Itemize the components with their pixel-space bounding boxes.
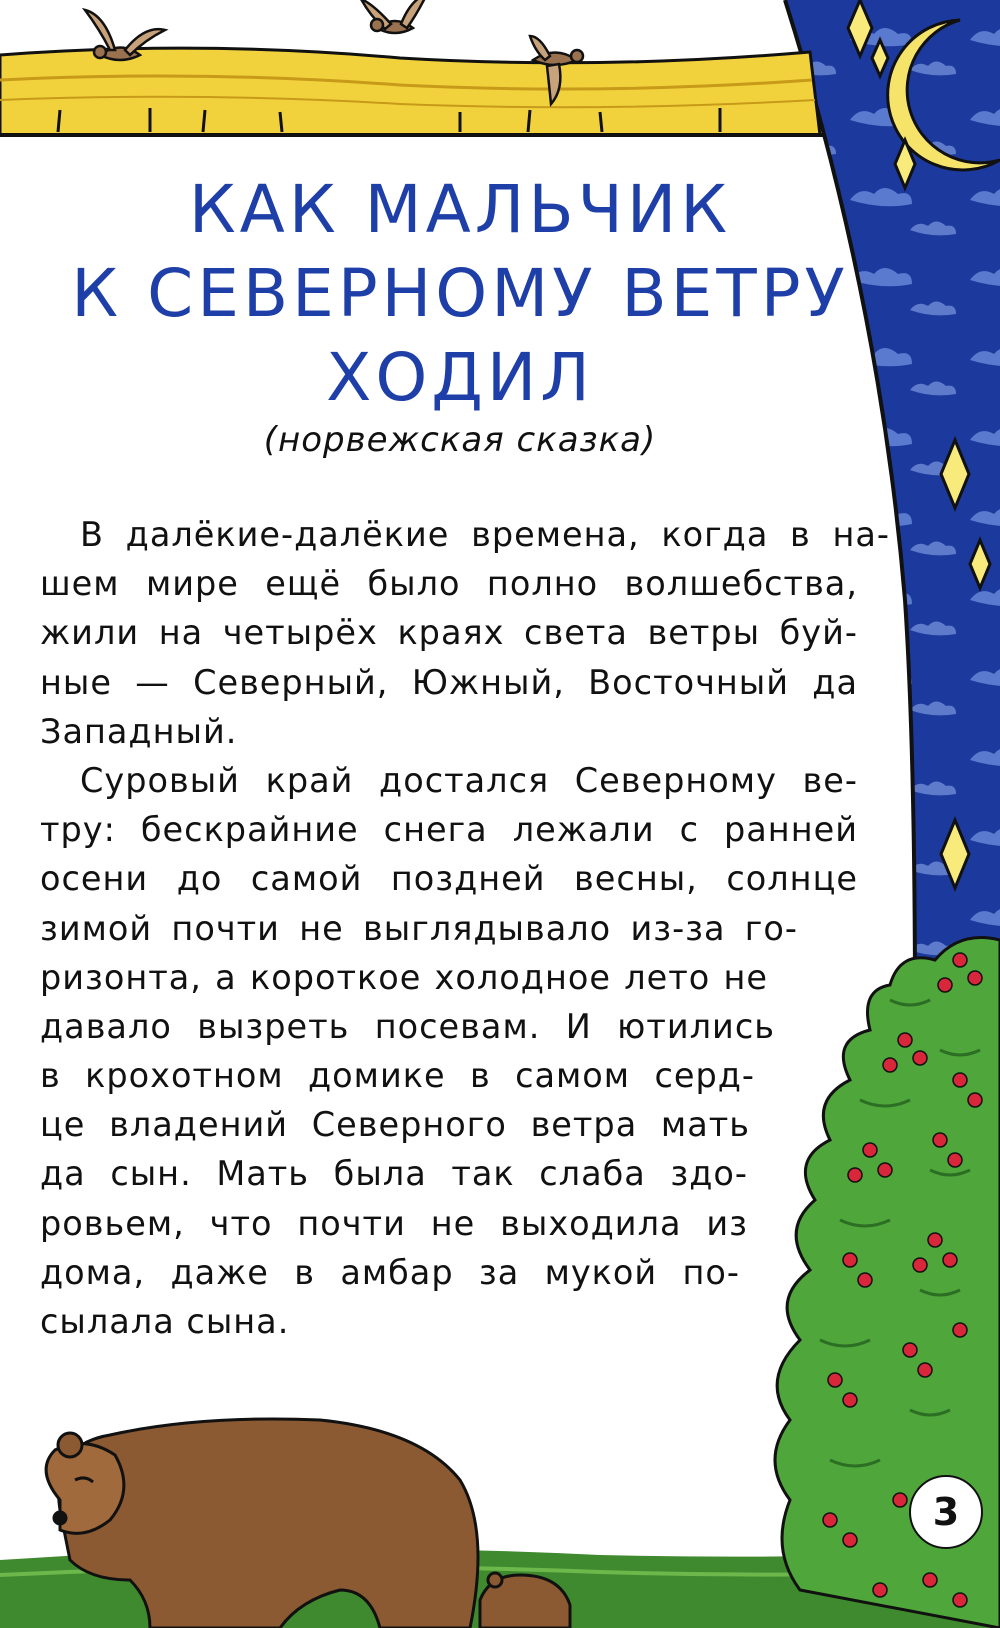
text-line: Суровый край достался Северному ве- [80,760,858,800]
story-title-line-2: К СЕВЕРНОМУ ВЕТРУ [71,255,849,332]
text-line: в крохотном домике в самом серд- [40,1056,755,1096]
text-line: давало вызреть посевам. И ютились [40,1006,775,1046]
wheat-field [0,48,825,135]
story-title-line-1: КАК МАЛЬЧИК [188,171,732,248]
text-line: сылала сына. [40,1302,290,1341]
story-text [40,510,890,1346]
text-line: жили на четырёх краях света ветры буй- [40,613,858,653]
text-line: Западный. [40,711,238,751]
text-line: тру: бескрайние снега лежали с ранней [40,810,858,850]
text-line: шем мире ещё было полно волшебства, [40,564,858,604]
story-subtitle: (норвежская сказка) [263,420,657,460]
text-line: зимой почти не выглядывало из-за го- [40,908,798,948]
text-line: це владений Северного ветра мать [40,1105,750,1145]
page-number: 3 [909,1475,983,1549]
text-line: ные — Северный, Южный, Восточный да [40,662,858,702]
text-line: да сын. Мать была так слаба здо- [40,1154,748,1194]
text-line: ризонта, а короткое холодное лето не [40,957,768,997]
text-line: ровьем, что почти не выходила из [40,1203,748,1243]
text-line: осени до самой поздней весны, солнце [40,859,858,899]
text-line: В далёкие-далёкие времена, когда в на- [80,515,890,554]
story-title-line-3: ХОДИЛ [326,339,594,416]
text-line: дома, даже в амбар за мукой по- [40,1252,740,1292]
